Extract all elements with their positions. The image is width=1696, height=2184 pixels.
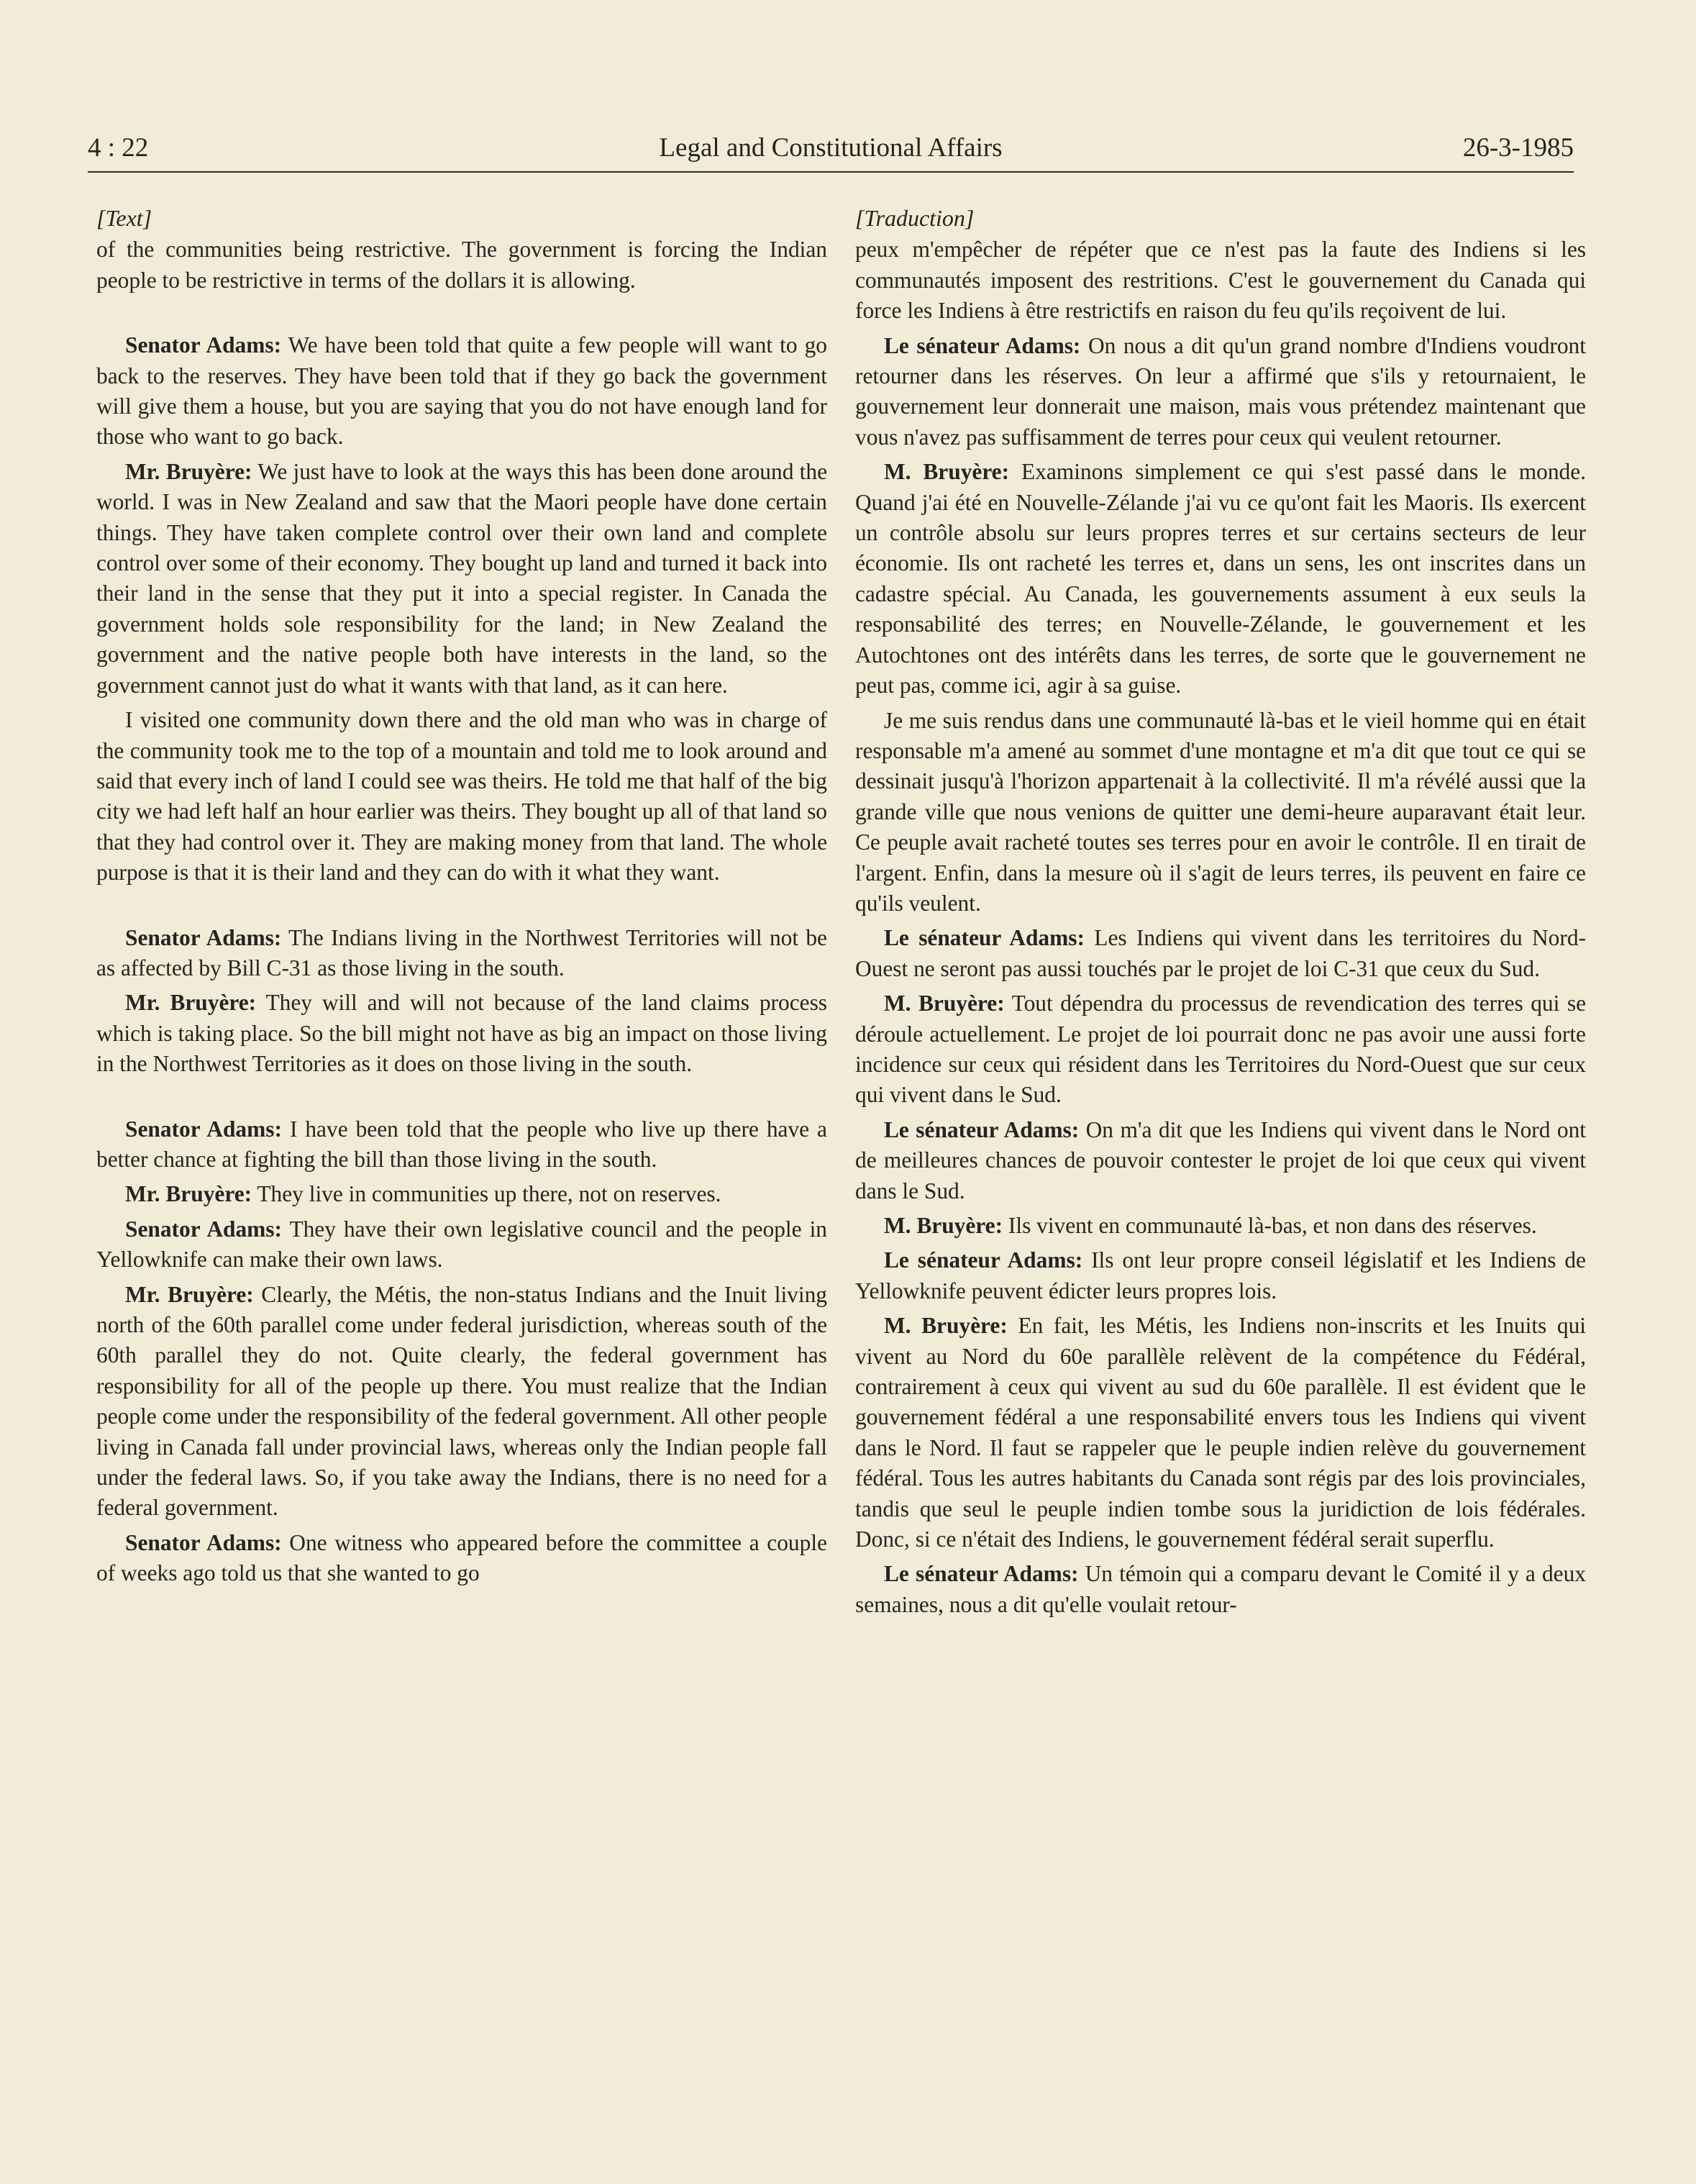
paragraph (96, 457, 827, 701)
paragraph (855, 1115, 1586, 1206)
speaker-name: M. Bruyère: (884, 991, 1005, 1016)
speaker-name: Le sénateur Adams: (884, 1561, 1079, 1587)
speaker-name: Senator Adams: (125, 1529, 282, 1555)
speech-text: Ils ont leur propre conseil législatif et les Indiens de Yellowknife peuvent édicter leurs propres lois. (855, 1247, 1586, 1303)
paragraph (855, 988, 1586, 1111)
paragraph: Je me suis rendus dans une communauté là-bas et le vieil homme qui en était responsable m'a amené au sommet d'une montagne et m'a dit que tout ce qui se dessinait jusqu'à l'horizon appartenait à la collectivité. Il m'a révélé aussi que la grande ville que nous venions de quitter une demi-heure auparavant était leur. Ce peuple avait racheté toutes ses terres pour en avoir le contrôle. Il en tirait de l'argent. Enfin, dans la mesure où il s'agit de leurs terres, ils peuvent en faire ce qu'ils veulent. (855, 707, 1586, 916)
column-label: [Text] (96, 205, 152, 231)
speech-text: We have been told that quite a few people will want to go back to the reserves. They have been told that if they go back the government will give them a house, but you are saying that you do not have enough land for those who want to go back. (96, 332, 827, 450)
speaker-name: Senator Adams: (125, 1216, 282, 1242)
speech-text: One witness who appeared before the committee a couple of weeks ago told us that she wanted to go (96, 1529, 827, 1586)
french-column (855, 203, 1586, 1624)
speaker-name: M. Bruyère: (884, 1313, 1008, 1339)
speech-text: They will and will not because of the land claims process which is taking place. So the bill might not have as big an impact on those living in the Northwest Territories as it does on those living in the south. (96, 990, 828, 1077)
paragraph (96, 988, 827, 1079)
paragraph (96, 923, 827, 984)
speech-text: The Indians living in the Northwest Territories will not be as affected by Bill C-31 as those living in the south. (96, 924, 827, 980)
speaker-name: Mr. Bruyère: (125, 1181, 252, 1207)
paragraph (96, 1214, 827, 1275)
speech-text: Les Indiens qui vivent dans les territoires du Nord-Ouest ne seront pas aussi touchés par le projet de loi C-31 que ceux du Sud. (855, 925, 1586, 981)
paragraph: of the communities being restrictive. The government is forcing the Indian people to be restrictive in terms of the dollars it is allowing. (96, 237, 827, 293)
speaker-name: M. Bruyère: (884, 1213, 1003, 1238)
speaker-name: Le sénateur Adams: (884, 1247, 1083, 1273)
speaker-name: Mr. Bruyère: (125, 458, 252, 484)
paragraph (96, 1179, 827, 1209)
paragraph (96, 1280, 827, 1524)
speech-text: They live in communities up there, not on reserves. (257, 1181, 721, 1207)
paragraph (96, 1528, 827, 1589)
speech-text: Ils vivent en communauté là-bas, et non dans des réserves. (1008, 1213, 1537, 1238)
speech-text: Tout dépendra du processus de revendication des terres qui se déroule actuellement. Le projet de loi pourrait donc ne pas avoir une aussi forte incidence sur ceux qui résident dans les Territoires du Nord-Ouest que sur ceux qui vivent dans le Sud. (855, 991, 1586, 1108)
speech-text: They have their own legislative council and the people in Yellowknife can make their own laws. (96, 1216, 828, 1273)
paragraph (96, 1114, 827, 1175)
paragraph (855, 1211, 1586, 1241)
speaker-name: Senator Adams: (125, 1116, 282, 1142)
paragraph: peux m'empêcher de répéter que ce n'est pas la faute des Indiens si les communautés imposent des restritions. C'est le gouvernement du Canada qui force les Indiens à être restrictifs en raison du feu qu'ils reçoivent de lui. (855, 237, 1586, 324)
speaker-name: Le sénateur Adams: (884, 332, 1081, 358)
speaker-name: Senator Adams: (125, 332, 282, 358)
page-number: 4 : 22 (88, 133, 149, 163)
speech-text: Clearly, the Métis, the non-status Indians and the Inuit living north of the 60th parallel come under federal jurisdiction, whereas south of the 60th parallel they do not. Quite clearly, the federal government has responsibility for all of the people up there. You must realize that the Indian people come under the responsibility of the federal government. All other people living in Canada fall under provincial laws, whereas only the Indian people fall under the federal laws. So, if you take away the Indians, there is no need for a federal government. (96, 1281, 827, 1521)
speech-text: On nous a dit qu'un grand nombre d'Indiens voudront retourner dans les réserves. On leur a affirmé que s'ils y retournaient, le gouvernement leur donnerait une maison, mais vous prétendez maintenant que vous n'avez pas suffisamment de terres pour ceux qui veulent retourner. (855, 332, 1586, 450)
column-label: [Traduction] (855, 205, 975, 231)
speaker-name: Senator Adams: (125, 924, 282, 950)
paragraph (855, 1311, 1586, 1555)
english-column (96, 203, 827, 1593)
speaker-name: Mr. Bruyère: (125, 990, 257, 1016)
page-date: 26-3-1985 (1462, 133, 1574, 163)
speech-text: On m'a dit que les Indiens qui vivent dans le Nord ont de meilleures chances de pouvoir contester le projet de loi que ceux qui vivent dans le Sud. (855, 1116, 1586, 1204)
publication-title: Legal and Constitutional Affairs (659, 133, 1003, 163)
paragraph (855, 923, 1586, 984)
speech-text: I have been told that the people who live up there have a better chance at fighting the bill than those living in the south. (96, 1116, 827, 1172)
paragraph (96, 330, 827, 452)
paragraph (855, 331, 1586, 453)
paragraph (855, 1559, 1586, 1620)
speaker-name: Le sénateur Adams: (884, 925, 1085, 951)
speech-text: Un témoin qui a comparu devant le Comité il y a deux semaines, nous a dit qu'elle voulait retour- (855, 1561, 1586, 1617)
speaker-name: Mr. Bruyère: (125, 1281, 254, 1307)
speech-text: We just have to look at the ways this has been done around the world. I was in New Zealand and saw that the Maori people have done certain things. They have taken complete control over their own land and complete control over some of their economy. They bought up land and turned it back into their land in the sense that they put it into a special register. In Canada the government holds sole responsibility for the land; in New Zealand the government and the native people both have interests in the land, so the government cannot just do what it wants with that land, as it can here. (96, 458, 827, 698)
paragraph (855, 1245, 1586, 1306)
paragraph (855, 457, 1586, 701)
page-header (88, 127, 1574, 173)
speech-text: En fait, les Métis, les Indiens non-inscrits et les Inuits qui vivent au Nord du 60e parallèle relèvent de la compétence du Fédéral, contrairement à ceux qui vivent au sud du 60e parallèle. Il est évident que le gouvernement fédéral a une responsabilité envers tous les Indiens qui vivent dans le Nord. Il faut se rappeler que le peuple indien relève du gouvernement fédéral. Tous les autres habitants du Canada sont régis par des lois provinciales, tandis que seul le peuple indien tombe sous la juridiction de lois fédérales. Donc, si ce n'était des Indiens, le gouvernement fédéral serait superflu. (855, 1313, 1586, 1552)
speaker-name: M. Bruyère: (884, 459, 1010, 485)
paragraph: I visited one community down there and the old man who was in charge of the community took me to the top of a mountain and told me to look around and said that every inch of land I could see was theirs. He told me that half of the big city we had left half an hour earlier was theirs. They bought up all of that land so that they had control over it. They are making money from that land. The whole purpose is that it is their land and they can do with it what they want. (96, 707, 827, 886)
speaker-name: Le sénateur Adams: (884, 1116, 1080, 1142)
speech-text: Examinons simplement ce qui s'est passé dans le monde. Quand j'ai été en Nouvelle-Zélande j'ai vu ce qu'ont fait les Maoris. Ils exercent un contrôle absolu sur leurs propres terres et sur certains secteurs de leur économie. Ils ont racheté les terres et, dans un sens, les ont inscrites dans un cadastre spécial. Au Canada, les gouvernements assument à eux seuls la responsabilité des terres; en Nouvelle-Zélande, le gouvernement et les Autochtones ont des intérêts dans les terres, de sorte que le gouvernement ne peut pas, comme ici, agir à sa guise. (855, 459, 1586, 699)
